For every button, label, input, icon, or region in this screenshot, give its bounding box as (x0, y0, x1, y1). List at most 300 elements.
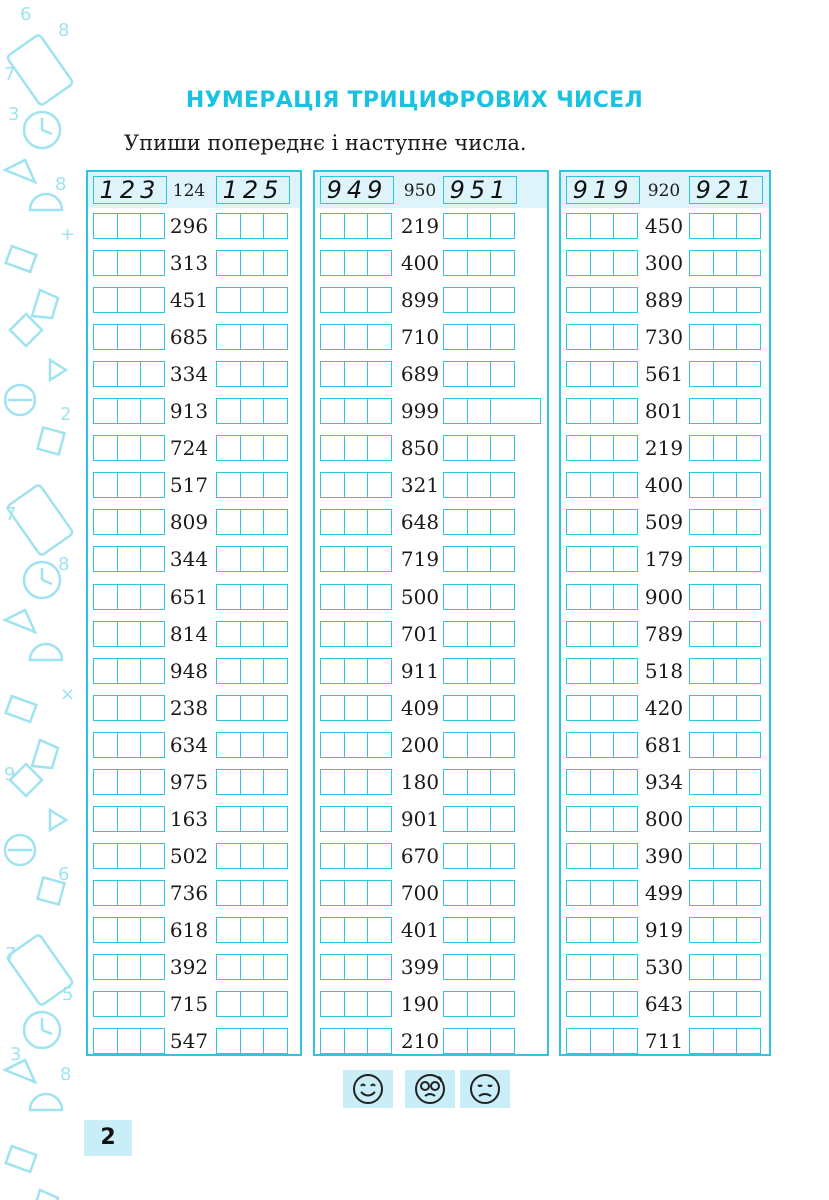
next-number-cells[interactable] (443, 472, 515, 498)
exercise-row (561, 843, 769, 869)
previous-number-cells[interactable] (320, 213, 392, 239)
previous-number-cells[interactable] (566, 435, 638, 461)
exercise-row (88, 658, 300, 684)
next-number-cells[interactable] (216, 769, 288, 795)
exercise-row (88, 806, 300, 832)
given-number: 901 (400, 806, 440, 831)
previous-number-cells[interactable] (566, 584, 638, 610)
given-number: 948 (169, 658, 209, 683)
exercise-row (561, 398, 769, 424)
exercise-row (88, 287, 300, 313)
given-number: 800 (644, 806, 684, 831)
next-number-cells[interactable] (443, 287, 515, 313)
next-number-cells[interactable] (689, 621, 761, 647)
exercise-row (561, 732, 769, 758)
next-number-cells[interactable] (216, 843, 288, 869)
given-number: 651 (169, 584, 209, 609)
given-number: 919 (644, 917, 684, 942)
confused-face-icon[interactable] (405, 1070, 455, 1108)
exercise-row (315, 695, 547, 721)
previous-number-cells[interactable] (320, 954, 392, 980)
given-number: 913 (169, 399, 209, 424)
exercise-row (88, 769, 300, 795)
next-number-cells[interactable] (689, 250, 761, 276)
next-number-cells[interactable] (689, 361, 761, 387)
previous-number-cells[interactable] (93, 806, 165, 832)
previous-number-cells[interactable] (93, 843, 165, 869)
previous-number-cells[interactable] (320, 398, 392, 424)
previous-number-cells[interactable] (566, 991, 638, 1017)
previous-number-cells[interactable] (93, 917, 165, 943)
svg-text:5: 5 (62, 984, 74, 1005)
previous-number-cells[interactable] (93, 398, 165, 424)
exercise-row (561, 361, 769, 387)
example-number: 124 (172, 181, 206, 201)
next-number-cells[interactable] (443, 1028, 515, 1054)
given-number: 547 (169, 1029, 209, 1054)
given-number: 801 (644, 399, 684, 424)
given-number: 518 (644, 658, 684, 683)
exercise-row (561, 695, 769, 721)
given-number: 300 (644, 251, 684, 276)
given-number: 399 (400, 955, 440, 979)
given-number: 681 (644, 732, 684, 757)
next-number-cells[interactable] (216, 213, 288, 239)
exercise-row (88, 472, 300, 498)
previous-number-cells[interactable] (320, 287, 392, 313)
previous-number-cells[interactable] (93, 509, 165, 535)
next-number-cells[interactable] (216, 806, 288, 832)
next-number-cells[interactable] (443, 843, 515, 869)
previous-number-cells[interactable] (566, 324, 638, 350)
given-number: 789 (644, 621, 684, 646)
exercise-row (88, 250, 300, 276)
previous-number-cells[interactable] (566, 954, 638, 980)
next-number-cells[interactable] (216, 732, 288, 758)
exercise-row (88, 361, 300, 387)
next-number-cells[interactable] (689, 769, 761, 795)
next-number-cells[interactable] (689, 472, 761, 498)
task-instruction: Упиши попереднє і наступне числа. (124, 131, 527, 155)
previous-number-cells[interactable] (93, 324, 165, 350)
previous-number-cells[interactable] (93, 435, 165, 461)
exercise-row (88, 991, 300, 1017)
previous-number-cells[interactable] (320, 621, 392, 647)
exercise-row (561, 621, 769, 647)
example-number: 950 (403, 181, 437, 201)
exercise-row (561, 213, 769, 239)
exercise-row (315, 806, 547, 832)
previous-number-cells[interactable] (320, 472, 392, 498)
exercise-row (561, 324, 769, 350)
previous-number-cells[interactable] (566, 843, 638, 869)
previous-number-cells[interactable] (93, 954, 165, 980)
svg-text:8: 8 (60, 1064, 72, 1085)
exercise-row (561, 546, 769, 572)
given-number: 238 (169, 695, 209, 720)
example-previous-number: 949 (320, 176, 394, 204)
svg-text:6: 6 (20, 4, 32, 25)
exercise-row (561, 917, 769, 943)
next-number-cells[interactable] (689, 213, 761, 239)
previous-number-cells[interactable] (320, 695, 392, 721)
exercise-row (88, 954, 300, 980)
exercise-row (315, 250, 547, 276)
previous-number-cells[interactable] (93, 250, 165, 276)
previous-number-cells[interactable] (566, 658, 638, 684)
exercise-row (315, 917, 547, 943)
exercise-row (88, 917, 300, 943)
self-assessment-smileys (343, 1070, 513, 1108)
svg-text:7: 7 (4, 64, 16, 85)
exercise-row (561, 250, 769, 276)
exercise-row (561, 954, 769, 980)
previous-number-cells[interactable] (320, 991, 392, 1017)
previous-number-cells[interactable] (566, 213, 638, 239)
example-previous-number: 123 (93, 176, 167, 204)
given-number: 561 (644, 362, 684, 387)
given-number: 500 (400, 584, 440, 609)
previous-number-cells[interactable] (320, 250, 392, 276)
next-number-cells[interactable] (443, 621, 515, 647)
next-number-cells[interactable] (443, 880, 515, 906)
given-number: 509 (644, 510, 684, 535)
example-next-number: 951 (443, 176, 517, 204)
next-number-cells[interactable] (443, 213, 515, 239)
exercise-row (561, 658, 769, 684)
next-number-cells[interactable] (216, 584, 288, 610)
given-number: 200 (400, 732, 440, 757)
previous-number-cells[interactable] (93, 584, 165, 610)
previous-number-cells[interactable] (566, 472, 638, 498)
given-number: 219 (400, 214, 440, 238)
next-number-cells[interactable] (689, 695, 761, 721)
next-number-cells[interactable] (443, 991, 515, 1017)
previous-number-cells[interactable] (93, 546, 165, 572)
previous-number-cells[interactable] (93, 695, 165, 721)
previous-number-cells[interactable] (566, 917, 638, 943)
given-number: 219 (644, 436, 684, 461)
next-number-cells[interactable] (443, 250, 515, 276)
given-number: 392 (169, 955, 209, 979)
number-column-2 (313, 170, 549, 1056)
svg-text:7: 7 (5, 504, 17, 525)
next-number-cells[interactable] (216, 880, 288, 906)
previous-number-cells[interactable] (93, 658, 165, 684)
given-number: 685 (169, 325, 209, 350)
svg-text:8: 8 (58, 20, 70, 41)
given-number: 643 (644, 992, 684, 1017)
next-number-cells[interactable] (216, 324, 288, 350)
given-number: 809 (169, 510, 209, 535)
next-number-cells[interactable] (443, 546, 515, 572)
given-number: 499 (644, 880, 684, 905)
previous-number-cells[interactable] (566, 621, 638, 647)
next-number-cells[interactable] (443, 806, 515, 832)
given-number: 715 (169, 992, 209, 1017)
previous-number-cells[interactable] (566, 250, 638, 276)
previous-number-cells[interactable] (320, 880, 392, 906)
given-number: 711 (644, 1029, 684, 1054)
exercise-row (88, 324, 300, 350)
exercise-row (561, 509, 769, 535)
svg-text:7: 7 (5, 944, 17, 965)
next-number-cells[interactable] (689, 584, 761, 610)
exercise-row (561, 584, 769, 610)
previous-number-cells[interactable] (320, 584, 392, 610)
given-number: 313 (169, 251, 209, 276)
given-number: 409 (400, 695, 440, 720)
previous-number-cells[interactable] (566, 361, 638, 387)
previous-number-cells[interactable] (320, 917, 392, 943)
happy-face-icon[interactable] (343, 1070, 393, 1108)
given-number: 736 (169, 880, 209, 905)
exercise-row (561, 769, 769, 795)
next-number-cells[interactable] (443, 324, 515, 350)
exercise-row (561, 472, 769, 498)
exercise-row (88, 584, 300, 610)
previous-number-cells[interactable] (320, 843, 392, 869)
exercise-row (315, 991, 547, 1017)
exercise-row (315, 435, 547, 461)
previous-number-cells[interactable] (566, 1028, 638, 1054)
previous-number-cells[interactable] (93, 213, 165, 239)
math-doodles-icon (0, 0, 80, 1200)
exercise-row (561, 435, 769, 461)
given-number: 850 (400, 436, 440, 461)
exercise-row (561, 1028, 769, 1054)
given-number: 420 (644, 695, 684, 720)
previous-number-cells[interactable] (93, 1028, 165, 1054)
number-column-3 (559, 170, 771, 1056)
sad-face-icon[interactable] (460, 1070, 510, 1108)
next-number-cells[interactable] (216, 361, 288, 387)
previous-number-cells[interactable] (320, 546, 392, 572)
next-number-cells[interactable] (443, 398, 541, 424)
page-number: 2 (84, 1120, 132, 1156)
given-number: 401 (400, 917, 440, 942)
previous-number-cells[interactable] (93, 472, 165, 498)
given-number: 700 (400, 880, 440, 905)
next-number-cells[interactable] (689, 880, 761, 906)
given-number: 400 (400, 251, 440, 276)
given-number: 296 (169, 214, 209, 238)
given-number: 701 (400, 621, 440, 646)
exercise-row (315, 658, 547, 684)
svg-text:×: × (60, 684, 76, 705)
next-number-cells[interactable] (689, 1028, 761, 1054)
exercise-row (315, 361, 547, 387)
exercise-row (315, 732, 547, 758)
next-number-cells[interactable] (216, 917, 288, 943)
next-number-cells[interactable] (443, 954, 515, 980)
given-number: 648 (400, 510, 440, 535)
previous-number-cells[interactable] (566, 732, 638, 758)
exercise-row (315, 287, 547, 313)
given-number: 390 (644, 843, 684, 868)
given-number: 180 (400, 769, 440, 794)
exercise-row (315, 880, 547, 906)
next-number-cells[interactable] (216, 435, 288, 461)
exercise-row (315, 509, 547, 535)
next-number-cells[interactable] (689, 732, 761, 758)
given-number: 210 (400, 1029, 440, 1054)
previous-number-cells[interactable] (320, 324, 392, 350)
previous-number-cells[interactable] (93, 732, 165, 758)
next-number-cells[interactable] (443, 695, 515, 721)
previous-number-cells[interactable] (566, 769, 638, 795)
number-column-1 (86, 170, 302, 1056)
next-number-cells[interactable] (443, 658, 515, 684)
previous-number-cells[interactable] (320, 361, 392, 387)
next-number-cells[interactable] (216, 250, 288, 276)
next-number-cells[interactable] (689, 509, 761, 535)
exercise-row (561, 880, 769, 906)
next-number-cells[interactable] (216, 472, 288, 498)
exercise-row (88, 621, 300, 647)
exercise-row (561, 806, 769, 832)
next-number-cells[interactable] (689, 843, 761, 869)
previous-number-cells[interactable] (93, 621, 165, 647)
previous-number-cells[interactable] (320, 509, 392, 535)
previous-number-cells[interactable] (566, 287, 638, 313)
previous-number-cells[interactable] (93, 880, 165, 906)
page-title: НУМЕРАЦІЯ ТРИЦИФРОВИХ ЧИСЕЛ (185, 88, 644, 113)
given-number: 344 (169, 547, 209, 572)
given-number: 889 (644, 288, 684, 313)
example-previous-number: 919 (566, 176, 640, 204)
given-number: 530 (644, 955, 684, 979)
exercise-row (88, 546, 300, 572)
next-number-cells[interactable] (443, 361, 515, 387)
next-number-cells[interactable] (689, 287, 761, 313)
example-number: 920 (647, 181, 681, 201)
previous-number-cells[interactable] (566, 546, 638, 572)
given-number: 899 (400, 288, 440, 313)
given-number: 911 (400, 658, 440, 683)
next-number-cells[interactable] (689, 658, 761, 684)
exercise-row (88, 435, 300, 461)
given-number: 163 (169, 806, 209, 831)
exercise-row (88, 695, 300, 721)
exercise-row (315, 843, 547, 869)
previous-number-cells[interactable] (566, 695, 638, 721)
given-number: 502 (169, 843, 209, 868)
next-number-cells[interactable] (216, 621, 288, 647)
next-number-cells[interactable] (443, 509, 515, 535)
next-number-cells[interactable] (689, 917, 761, 943)
previous-number-cells[interactable] (320, 658, 392, 684)
given-number: 934 (644, 769, 684, 794)
exercise-row (88, 509, 300, 535)
next-number-cells[interactable] (443, 769, 515, 795)
next-number-cells[interactable] (689, 435, 761, 461)
previous-number-cells[interactable] (320, 732, 392, 758)
example-next-number: 921 (689, 176, 763, 204)
given-number: 517 (169, 473, 209, 498)
svg-text:8: 8 (55, 174, 67, 195)
given-number: 814 (169, 621, 209, 646)
given-number: 400 (644, 473, 684, 498)
given-number: 179 (644, 547, 684, 572)
next-number-cells[interactable] (443, 917, 515, 943)
previous-number-cells[interactable] (566, 806, 638, 832)
next-number-cells[interactable] (216, 287, 288, 313)
next-number-cells[interactable] (689, 398, 761, 424)
next-number-cells[interactable] (216, 398, 288, 424)
next-number-cells[interactable] (689, 991, 761, 1017)
next-number-cells[interactable] (689, 806, 761, 832)
given-number: 190 (400, 992, 440, 1017)
next-number-cells[interactable] (216, 695, 288, 721)
next-number-cells[interactable] (216, 658, 288, 684)
svg-text:+: + (60, 224, 76, 245)
next-number-cells[interactable] (689, 546, 761, 572)
given-number: 900 (644, 584, 684, 609)
previous-number-cells[interactable] (320, 806, 392, 832)
given-number: 975 (169, 769, 209, 794)
exercise-row (315, 954, 547, 980)
svg-text:2: 2 (60, 404, 72, 425)
previous-number-cells[interactable] (93, 991, 165, 1017)
svg-text:6: 6 (58, 864, 70, 885)
next-number-cells[interactable] (216, 954, 288, 980)
previous-number-cells[interactable] (566, 509, 638, 535)
previous-number-cells[interactable] (566, 880, 638, 906)
given-number: 999 (400, 399, 440, 424)
exercise-row (315, 1028, 547, 1054)
svg-text:9: 9 (4, 764, 16, 785)
previous-number-cells[interactable] (93, 361, 165, 387)
exercise-row (315, 546, 547, 572)
example-next-number: 125 (216, 176, 290, 204)
next-number-cells[interactable] (689, 324, 761, 350)
next-number-cells[interactable] (443, 584, 515, 610)
exercise-row (315, 472, 547, 498)
exercise-row (315, 213, 547, 239)
svg-text:3: 3 (10, 1044, 22, 1065)
previous-number-cells[interactable] (320, 435, 392, 461)
exercise-row (88, 1028, 300, 1054)
exercise-row (88, 732, 300, 758)
exercise-row (88, 843, 300, 869)
previous-number-cells[interactable] (566, 398, 638, 424)
exercise-row (315, 621, 547, 647)
svg-text:3: 3 (8, 104, 20, 125)
next-number-cells[interactable] (443, 732, 515, 758)
previous-number-cells[interactable] (320, 769, 392, 795)
given-number: 618 (169, 917, 209, 942)
given-number: 719 (400, 547, 440, 572)
exercise-row (315, 769, 547, 795)
next-number-cells[interactable] (216, 546, 288, 572)
given-number: 689 (400, 362, 440, 387)
next-number-cells[interactable] (216, 991, 288, 1017)
given-number: 450 (644, 214, 684, 238)
exercise-row (88, 213, 300, 239)
exercise-row (561, 991, 769, 1017)
previous-number-cells[interactable] (93, 287, 165, 313)
next-number-cells[interactable] (443, 435, 515, 461)
given-number: 634 (169, 732, 209, 757)
next-number-cells[interactable] (216, 509, 288, 535)
given-number: 321 (400, 473, 440, 498)
previous-number-cells[interactable] (93, 769, 165, 795)
previous-number-cells[interactable] (320, 1028, 392, 1054)
exercise-row (315, 584, 547, 610)
next-number-cells[interactable] (216, 1028, 288, 1054)
next-number-cells[interactable] (689, 954, 761, 980)
